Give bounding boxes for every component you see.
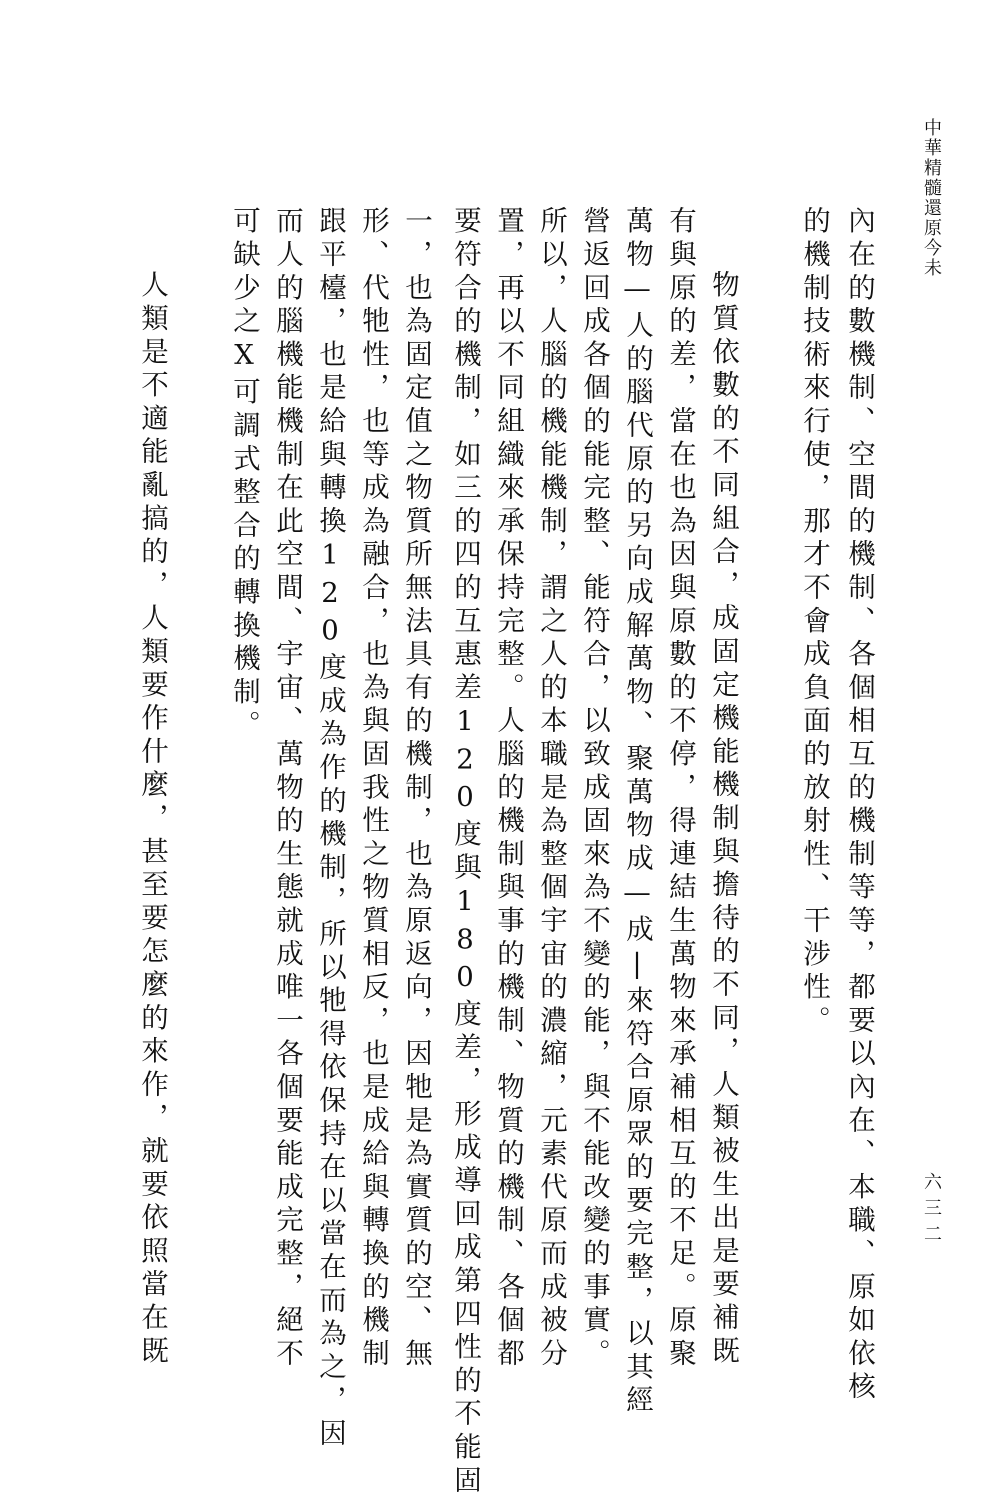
- text-column-7: 所以，人腦的機能機制，謂之人的本職是為整個宇宙的濃縮，元素代原而成被分: [535, 206, 567, 1372]
- text-column-5: 萬物—人的腦代原的另向成解萬物、聚萬物成—成|來符合原眾的要完整，以其經: [621, 206, 653, 1419]
- text-column-1: 內在的數機制、空間的機制、各個相互的機制等等，都要以內在、本職、原如依核: [843, 206, 875, 1405]
- text-column-12: 跟平檯，也是給與轉換120度成為作的機制，所以牠得依保持在以當在而為之，因: [314, 206, 346, 1452]
- page-number: 六三二: [921, 1172, 942, 1250]
- text-column-8: 置，再以不同組織來承保持完整。人腦的機制與事的機制、物質的機制、各個都: [492, 206, 524, 1372]
- text-column-11: 形、代牠性，也等成為融合，也為與固我性之物質相反，也是成給與轉換的機制: [357, 206, 389, 1372]
- text-column-10: 一，也為固定值之物質所無法具有的機制，也為原返向，因牠是為實質的空、無: [400, 206, 432, 1372]
- text-column-6: 營返回成各個的能完整、能符合，以致成固來為不變的能，與不能改變的事實。: [578, 206, 610, 1372]
- text-column-14: 可缺少之X可調式整合的轉換機制。: [228, 206, 260, 744]
- text-column-2: 的機制技術來行使，那才不會成負面的放射性、干涉性。: [798, 206, 830, 1039]
- text-column-4: 有與原的差，當在也為因與原數的不停，得連結生萬物來承補相互的不足。原聚: [664, 206, 696, 1372]
- text-column-9: 要符合的機制，如三的四的互惠差120度與180度差，形成導回成第四性的不能固: [449, 206, 481, 1498]
- text-column-15: 人類是不適能亂搞的，人類要作什麼，甚至要怎麼的來作，就要依照當在既: [136, 270, 168, 1369]
- text-column-13: 而人的腦機能機制在此空間、宇宙、萬物的生態就成唯一各個要能成完整，絕不: [271, 206, 303, 1372]
- text-column-3: 物質依數的不同組合，成固定機能機制與擔待的不同，人類被生出是要補既: [707, 270, 739, 1369]
- running-header-title: 中華精髓還原今未: [921, 118, 942, 278]
